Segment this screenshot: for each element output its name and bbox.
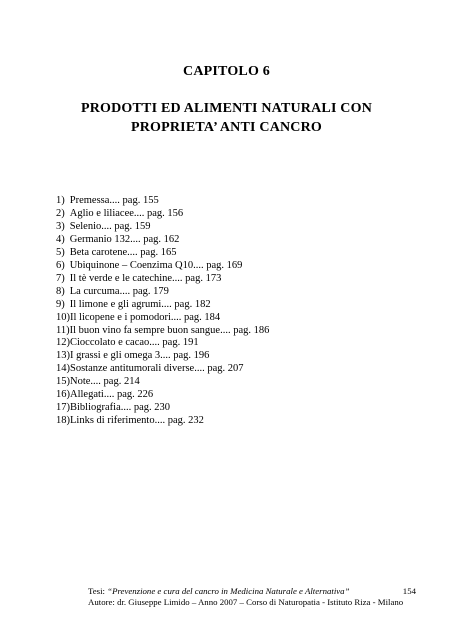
toc-item-text: Beta carotene.... pag. 165 [69, 246, 177, 258]
toc-item-number: 3) [56, 220, 65, 232]
toc-item [56, 195, 269, 208]
chapter-title [0, 99, 453, 137]
toc-item [56, 260, 269, 273]
toc-item-number: 10) [56, 311, 70, 323]
toc-item-text: Allegati.... pag. 226 [70, 389, 154, 401]
toc-item-text: Il licopene e i pomodori.... pag. 184 [70, 311, 221, 323]
toc-item-number: 18) [56, 415, 70, 427]
toc-item [56, 247, 269, 260]
toc-item-number: 13) [56, 350, 70, 362]
toc-item-text: Cioccolato e cacao.... pag. 191 [70, 337, 199, 349]
toc-item-text: Aglio e liliacee.... pag. 156 [69, 207, 184, 219]
toc-item [56, 415, 269, 428]
toc-item-text: Il limone e gli agrumi.... pag. 182 [69, 298, 211, 310]
table-of-contents [56, 195, 269, 428]
toc-item [56, 363, 269, 376]
toc-item-text: Links di riferimento.... pag. 232 [70, 415, 204, 427]
toc-item [56, 273, 269, 286]
toc-item [56, 234, 269, 247]
toc-item-text: Sostanze antitumorali diverse.... pag. 207 [70, 363, 244, 375]
toc-item [56, 389, 269, 402]
toc-item-number: 5) [56, 246, 65, 258]
toc-item-text: Il tè verde e le catechine.... pag. 173 [69, 272, 222, 284]
toc-item-number: 7) [56, 272, 65, 284]
footer-thesis-label: Tesi: [88, 586, 105, 596]
toc-item [56, 325, 269, 338]
toc-item-text: I grassi e gli omega 3.... pag. 196 [70, 350, 210, 362]
toc-item-number: 15) [56, 376, 70, 388]
toc-item [56, 376, 269, 389]
footer-author-line: Autore: dr. Giuseppe Limido – Anno 2007 – Corso di Naturopatia - Istituto Riza - Milano [88, 597, 404, 607]
toc-item [56, 286, 269, 299]
toc-item-text: Selenio.... pag. 159 [69, 220, 151, 232]
toc-item [56, 350, 269, 363]
toc-item [56, 337, 269, 350]
toc-item-text: Note.... pag. 214 [70, 376, 140, 388]
chapter-title-line1: PRODOTTI ED ALIMENTI NATURALI CON [80, 101, 373, 116]
toc-item [56, 402, 269, 415]
chapter-title-line2: PROPRIETA’ ANTI CANCRO [130, 120, 323, 135]
toc-item-number: 11) [56, 324, 70, 336]
toc-item-text: Premessa.... pag. 155 [69, 195, 159, 206]
toc-item-number: 4) [56, 233, 65, 245]
toc-item-text: La curcuma.... pag. 179 [69, 285, 169, 297]
page-number: 154 [402, 586, 416, 596]
toc-item [56, 312, 269, 325]
toc-item-number: 8) [56, 285, 65, 297]
toc-item-text: Bibliografia.... pag. 230 [70, 402, 171, 414]
toc-item-text: Il buon vino fa sempre buon sangue.... pag. 186 [69, 324, 270, 336]
chapter-heading: CAPITOLO 6 [183, 64, 270, 79]
toc-item-number: 16) [56, 389, 70, 401]
footer-thesis-line [88, 586, 418, 597]
toc-item [56, 299, 269, 312]
toc-item [56, 208, 269, 221]
toc-item-text: Germanio 132.... pag. 162 [69, 233, 180, 245]
toc-item [56, 221, 269, 234]
toc-item-number: 14) [56, 363, 70, 375]
toc-item-number: 2) [56, 207, 65, 219]
toc-item-number: 1) [56, 195, 65, 206]
page-footer [88, 586, 418, 608]
toc-item-number: 12) [56, 337, 70, 349]
footer-thesis-title: “Prevenzione e cura del cancro in Medicina Naturale e Alternativa” [107, 586, 350, 596]
toc-item-number: 9) [56, 298, 65, 310]
toc-item-number: 6) [56, 259, 65, 271]
toc-item-text: Ubiquinone – Coenzima Q10.... pag. 169 [69, 259, 243, 271]
toc-item-number: 17) [56, 402, 70, 414]
